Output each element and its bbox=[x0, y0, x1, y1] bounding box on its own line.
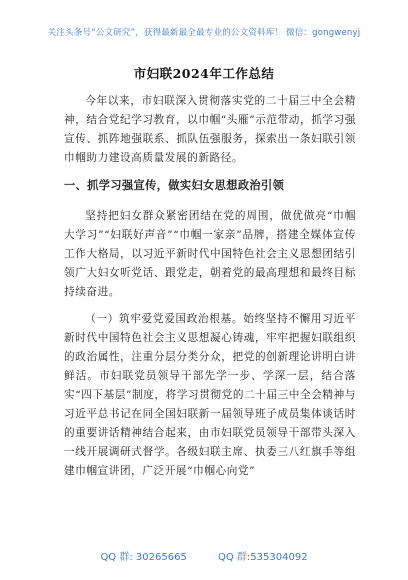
section-heading-1: 一、抓学习强宣传，做实妇女思想政治引领 bbox=[64, 179, 285, 192]
section-1-paragraph: 坚持把妇女群众紧密团结在党的周围，做优做亮“巾帼大学习”“妇联好声音”“巾帼一家亲”品牌，搭建全媒体宣传工作大格局，以习近平新时代中国特色社会主义思想团结引领广大妇女听党话、跟党走，朝着党的最高理想和最终目标持续奋进。 bbox=[64, 210, 356, 298]
document-body bbox=[64, 92, 356, 489]
intro-paragraph: 今年以来，市妇联深入贯彻落实党的二十届三中全会精神，结合党纪学习教育，以巾帼“头雁”示范带动，抓学习强宣传、抓阵地强联系、抓队伍强服务，探索出一条妇联引领巾帼助力建设高质量发展的新路径。 bbox=[64, 95, 356, 164]
header-promo-note: 关注头条号“公文研究”，获得最新最全最专业的公文资料库！ 微信：gongwenyj bbox=[47, 28, 361, 38]
footer-qq-group-2: QQ 群:535304092 bbox=[218, 552, 308, 563]
footer-contact bbox=[0, 548, 408, 563]
document-title: 市妇联2024年工作总结 bbox=[133, 66, 275, 81]
subsection-1-paragraph: （一）筑牢爱党爱国政治根基。始终坚持不懈用习近平新时代中国特色社会主义思想凝心铸魂，牢牢把握妇联组织的政治属性，注重分层分类分众，把党的创新理论讲明白讲鲜活。市妇联党员领导干部先学一步、学深一层，结合落实“四下基层”制度，将学习贯彻党的二十届三中全会精神与习近平总书记在同全国妇联新一届领导班子成员集体谈话时的重要讲话精神结合起来，由市妇联党员领导干部带头深入一线开展调研式督学。各级妇联主席、执委三八红旗手等组建巾帼宣讲团，广泛开展“巾帼心向党” bbox=[64, 313, 356, 477]
footer-qq-group-1: QQ 群: 30265665 bbox=[100, 552, 187, 563]
